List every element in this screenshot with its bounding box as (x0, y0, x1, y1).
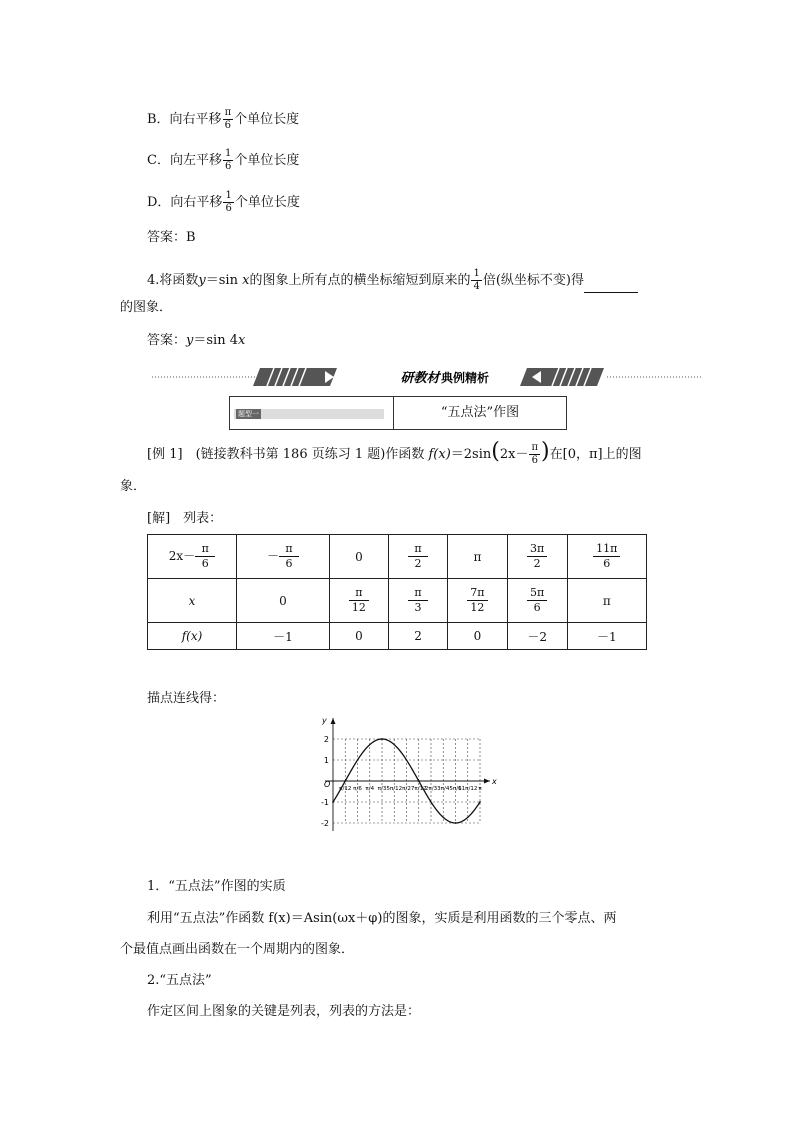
x-tick-label: π (478, 786, 482, 792)
plot-caption: 描点连线得： (147, 691, 226, 706)
x-tick-label: π/4 (365, 786, 375, 792)
table-cell: －1 (237, 623, 330, 650)
table-head-cell: x (148, 579, 237, 623)
point-2-line-1: 作定区间上图象的关键是列表，列表的方法是： (147, 1004, 421, 1019)
table-cell: $\frac{\pi}{3}$ (388, 579, 447, 623)
table-row (148, 579, 647, 623)
section-tag-bar (234, 409, 384, 419)
x-axis-label: x (492, 777, 497, 786)
table-cell: 0 (237, 579, 330, 623)
fraction: $\frac{1}{4}$ (473, 268, 480, 292)
sine-graph (318, 713, 498, 835)
y-tick-label: 2 (323, 735, 329, 744)
y-axis-label: y (322, 716, 327, 725)
y-axis-arrow (331, 718, 336, 724)
x-tick-label: 7π/12 (410, 786, 427, 792)
x-tick-label: π/3 (377, 786, 387, 792)
x-tick-label: 5π/12 (386, 786, 403, 792)
fraction: $\frac{1}{6}$ (224, 148, 232, 172)
fraction: $\frac{\pi}{6}$ (224, 107, 232, 131)
solution-label: [解] 列表： (147, 511, 223, 526)
point-1-line-1: 利用“五点法”作函数 f(x)＝Asin(ωx＋φ)的图象，实质是利用函数的三个零点、两 (147, 911, 617, 926)
fraction: $\frac{1}{6}$ (225, 190, 232, 214)
answer-4: 答案：y＝sin 4x (147, 333, 246, 348)
example-1: [例 1] (链接教科书第 186 页练习 1 题)作函数 f(x)＝2sin(2x－ $\frac{\pi}{6}$ )在[0，π]上的图 (147, 439, 642, 466)
y-tick-label: -1 (321, 798, 329, 807)
y-tick-label: 1 (323, 756, 329, 765)
banner-title: 研教材 (400, 371, 440, 386)
question-4-cont: 的图象． (120, 300, 173, 315)
x-tick-label: π/12 (339, 786, 352, 792)
table-head-cell: 2x－ $\frac{\pi}{6}$ (148, 535, 237, 579)
table-cell: π (448, 535, 508, 579)
answer-3: 答案：B (147, 230, 196, 245)
point-2-title: 2.“五点法” (147, 973, 212, 988)
x-tick-label: π/6 (353, 786, 362, 792)
point-1-title: 1．“五点法”作图的实质 (147, 879, 286, 894)
table-cell: －1 (567, 623, 646, 650)
x-tick-label: 2π/3 (424, 786, 438, 792)
x-tick-label: 5π/6 (449, 786, 462, 792)
table-cell: － $\frac{\pi}{6}$ (237, 535, 330, 579)
table-cell: －2 (507, 623, 567, 650)
question-4: 4.将函数y＝sin x的图象上所有点的横坐标缩短到原来的 $\frac{1}{4}$ 倍(纵坐标不变)得 (147, 268, 638, 288)
table-cell: $\frac{5\pi}{6}$ (507, 579, 567, 623)
section-header (229, 396, 567, 430)
value-table (147, 534, 647, 650)
answer-blank[interactable] (584, 278, 638, 293)
section-banner (152, 368, 702, 386)
table-cell: π (567, 579, 646, 623)
table-cell: $\frac{11\pi}{6}$ (567, 535, 646, 579)
table-cell: $\frac{\pi}{2}$ (388, 535, 447, 579)
fraction: $\frac{\pi}{6}$ (531, 442, 539, 466)
table-cell: 0 (329, 535, 388, 579)
table-head-cell: f(x) (148, 623, 237, 650)
x-tick-label: 3π/4 (437, 786, 450, 792)
x-tick-label: 11π/12 (458, 786, 478, 792)
table-row (148, 535, 647, 579)
y-tick-label: -2 (321, 819, 329, 828)
table-cell: 0 (329, 623, 388, 650)
option-b: B．向右平移 $\frac{\pi}{6}$ 个单位长度 (147, 107, 300, 131)
section-title: “五点法”作图 (440, 405, 520, 420)
table-cell: 2 (388, 623, 447, 650)
example-1-cont: 象． (120, 479, 147, 494)
table-cell: $\frac{7\pi}{12}$ (448, 579, 508, 623)
table-cell: 0 (448, 623, 508, 650)
x-axis-arrow (484, 779, 490, 784)
option-c: C．向左平移 $\frac{1}{6}$ 个单位长度 (147, 148, 300, 172)
x-tick-label: π/2 (402, 786, 411, 792)
point-1-line-2: 个最值点画出函数在一个周期内的图象． (120, 942, 355, 957)
section-tag: 题型一 (238, 410, 259, 418)
table-cell: $\frac{3\pi}{2}$ (507, 535, 567, 579)
origin-label: O (324, 780, 331, 789)
table-cell: $\frac{\pi}{12}$ (329, 579, 388, 623)
option-d: D．向右平移 $\frac{1}{6}$ 个单位长度 (147, 190, 300, 214)
table-row (148, 623, 647, 650)
banner-subtitle: 典例精析 (440, 371, 490, 385)
